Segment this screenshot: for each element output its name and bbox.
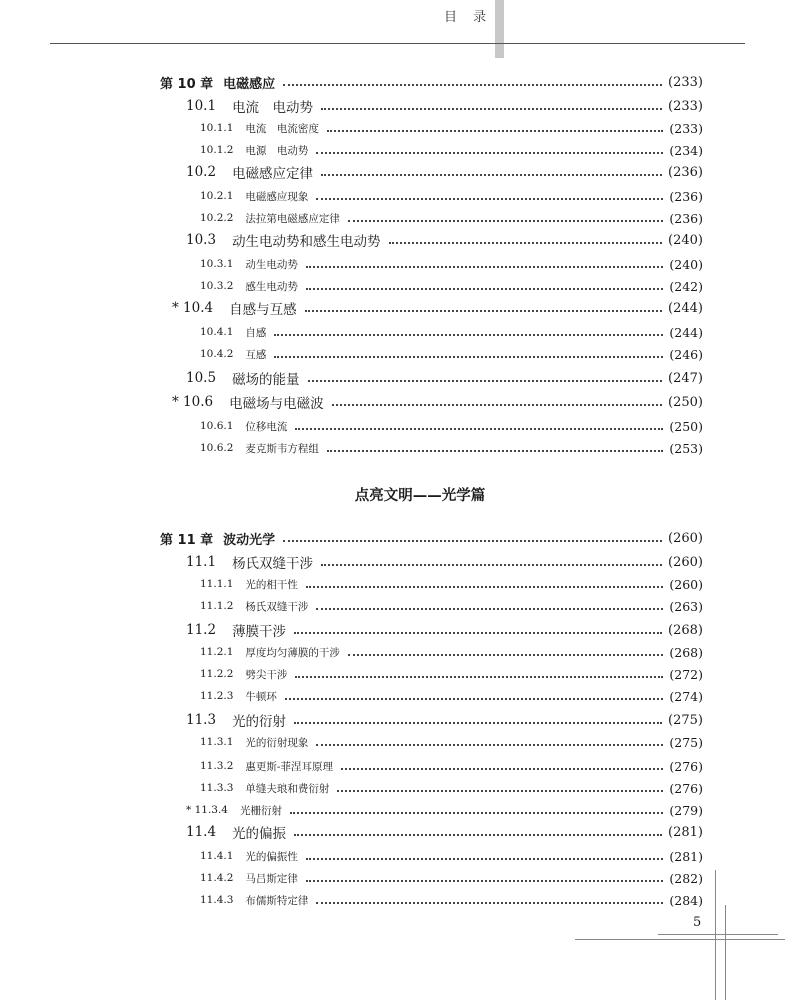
toc-entry-section: [186, 162, 703, 182]
toc-entry-chapter: [160, 72, 703, 92]
toc-entry-title: 光的偏振: [232, 826, 287, 842]
toc-entry-page: (233): [668, 98, 703, 114]
page-number: 5: [693, 915, 702, 930]
toc-entry-title: 电源 电动势: [245, 144, 309, 157]
toc-entry-title: 光的衍射现象: [245, 736, 309, 749]
toc-entry-page: (234): [669, 142, 703, 158]
toc-entry-page: (260): [669, 576, 703, 592]
toc-entry-sub: [200, 208, 703, 228]
toc-entry-sub: [200, 416, 703, 436]
toc-entry-title: 电流 电动势: [232, 100, 314, 116]
toc-entry-title: 电磁场与电磁波: [229, 396, 324, 412]
toc-entry-sub: [200, 276, 703, 296]
dot-leader: [389, 242, 662, 244]
toc-entry-number: 11.2: [186, 622, 217, 638]
toc-entry-number: 10.2.2: [200, 212, 234, 224]
toc-entry-number: * 10.4: [172, 300, 214, 316]
toc-entry-title: 磁场的能量: [232, 372, 300, 388]
toc-entry-page: (275): [669, 734, 703, 750]
toc-entry-page: (250): [669, 418, 703, 434]
toc-entry-page: (250): [668, 394, 703, 410]
dot-leader: [274, 334, 663, 336]
toc-entry-number: 10.1.1: [200, 122, 234, 134]
toc-entry-number: 11.3.1: [200, 736, 234, 748]
toc-entry-number: 11.2.2: [200, 668, 234, 680]
toc-entry-number: 10.1: [186, 98, 217, 114]
toc-entry-title: 自感与互感: [229, 302, 297, 318]
toc-entry-sub: [200, 686, 703, 706]
toc-entry-title: 麦克斯韦方程组: [245, 442, 319, 455]
dot-leader: [321, 564, 662, 566]
dot-leader: [341, 768, 663, 770]
toc-entry-number: 10.5: [186, 370, 217, 386]
toc-entry-sub: [186, 800, 703, 820]
corner-rule: [725, 905, 726, 1000]
toc-entry-page: (242): [669, 278, 703, 294]
running-header-title: 目 录: [444, 10, 493, 25]
dot-leader: [295, 676, 663, 678]
dot-leader: [294, 632, 662, 634]
toc-entry-number: 10.2: [186, 164, 217, 180]
toc-entry-sub: [200, 890, 703, 910]
dot-leader: [308, 380, 662, 382]
dot-leader: [321, 108, 662, 110]
dot-leader: [294, 722, 662, 724]
toc-entry-page: (260): [668, 554, 703, 570]
toc-entry-page: (253): [669, 440, 703, 456]
toc-entry-number: 11.4: [186, 824, 217, 840]
dot-leader: [274, 356, 663, 358]
toc-entry-sub: [200, 438, 703, 458]
toc-entry-page: (247): [668, 370, 703, 386]
dot-leader: [327, 130, 663, 132]
dot-leader: [316, 902, 663, 904]
toc-entry-number: 10.2.1: [200, 190, 234, 202]
toc-entry-page: (263): [669, 598, 703, 614]
toc-entry-title: 马吕斯定律: [245, 872, 298, 885]
toc-entry-title: 感生电动势: [245, 280, 298, 293]
toc-entry-section: [186, 552, 703, 572]
toc-entry-number: 11.3.3: [200, 782, 234, 794]
toc-entry-number: * 10.6: [172, 394, 214, 410]
dot-leader: [316, 608, 663, 610]
toc-entry-title: 劈尖干涉: [245, 668, 288, 681]
toc-entry-title: 位移电流: [245, 420, 288, 433]
dot-leader: [283, 540, 662, 542]
toc-entry-chapter: [160, 528, 703, 548]
toc-entry-section: [172, 392, 703, 412]
toc-entry-title: 光栅衍射: [240, 804, 282, 817]
dot-leader: [295, 428, 663, 430]
toc-entry-title: 光的相干性: [245, 578, 298, 591]
toc-entry-page: (268): [668, 622, 703, 638]
toc-entry-title: 杨氏双缝干涉: [232, 556, 314, 572]
toc-entry-page: (233): [668, 74, 703, 90]
toc-entry-page: (281): [668, 824, 703, 840]
toc-entry-sub: [200, 322, 703, 342]
toc-entry-section: [186, 620, 703, 640]
toc-entry-title: 电流 电流密度: [245, 122, 319, 135]
toc-entry-sub: [200, 642, 703, 662]
toc-entry-sub: [200, 186, 703, 206]
toc-entry-page: (233): [669, 120, 703, 136]
dot-leader: [306, 266, 663, 268]
toc-entry-title: 动生电动势和感生电动势: [232, 234, 381, 250]
toc-entry-number: 第 10 章: [160, 76, 214, 92]
toc-entry-page: (236): [668, 164, 703, 180]
toc-entry-sub: [200, 596, 703, 616]
dot-leader: [332, 404, 662, 406]
corner-rule: [715, 870, 716, 1000]
toc-entry-number: 11.4.3: [200, 894, 234, 906]
toc-entry-page: (260): [668, 530, 703, 546]
toc-entry-title: 厚度均匀薄膜的干涉: [245, 646, 340, 659]
toc-entry-number: 11.3.2: [200, 760, 234, 772]
dot-leader: [290, 812, 663, 814]
toc-entry-title: 波动光学: [223, 532, 276, 548]
toc-entry-page: (284): [669, 892, 703, 908]
toc-entry-number: 10.4.2: [200, 348, 234, 360]
part-title: 点亮文明——光学篇: [354, 488, 486, 504]
toc-entry-page: (244): [669, 324, 703, 340]
toc-entry-title: 自感: [245, 326, 267, 339]
toc-entry-page: (240): [669, 256, 703, 272]
dot-leader: [306, 288, 663, 290]
toc-entry-title: 动生电动势: [245, 258, 298, 271]
toc-entry-section: [186, 710, 703, 730]
toc-entry-title: 互感: [245, 348, 267, 361]
toc-entry-sub: [200, 756, 703, 776]
toc-entry-section: [172, 298, 703, 318]
toc-entry-title: 电磁感应: [223, 76, 276, 92]
toc-entry-number: 第 11 章: [160, 532, 214, 548]
toc-entry-page: (272): [669, 666, 703, 682]
toc-entry-sub: [200, 254, 703, 274]
toc-entry-page: (276): [669, 780, 703, 796]
toc-entry-number: 11.3: [186, 712, 217, 728]
toc-entry-title: 布儒斯特定律: [245, 894, 309, 907]
toc-entry-number: 11.1.2: [200, 600, 234, 612]
toc-entry-page: (236): [669, 188, 703, 204]
toc-entry-page: (236): [669, 210, 703, 226]
toc-entry-title: 光的衍射: [232, 714, 287, 730]
toc-entry-sub: [200, 778, 703, 798]
toc-entry-page: (244): [668, 300, 703, 316]
toc-entry-title: 惠更斯-菲涅耳原理: [245, 760, 333, 773]
toc-entry-sub: [200, 140, 703, 160]
dot-leader: [321, 174, 662, 176]
dot-leader: [294, 834, 662, 836]
toc-entry-page: (275): [668, 712, 703, 728]
dot-leader: [306, 880, 663, 882]
toc-entry-number: 10.4.1: [200, 326, 234, 338]
dot-leader: [348, 654, 663, 656]
toc-entry-number: 10.1.2: [200, 144, 234, 156]
toc-entry-title: 法拉第电磁感应定律: [245, 212, 340, 225]
toc-entry-title: 电磁感应定律: [232, 166, 314, 182]
toc-entry-number: 11.4.1: [200, 850, 234, 862]
toc-entry-page: (279): [669, 802, 703, 818]
dot-leader: [348, 220, 663, 222]
dot-leader: [316, 198, 663, 200]
dot-leader: [316, 152, 663, 154]
toc-entry-page: (276): [669, 758, 703, 774]
toc-entry-number: 11.1: [186, 554, 217, 570]
toc-entry-number: 10.3.1: [200, 258, 234, 270]
toc-entry-number: * 11.3.4: [186, 804, 228, 816]
toc-entry-title: 薄膜干涉: [232, 624, 287, 640]
toc-entry-title: 杨氏双缝干涉: [245, 600, 309, 613]
corner-rule: [658, 934, 778, 935]
dot-leader: [306, 858, 663, 860]
dot-leader: [285, 698, 663, 700]
dot-leader: [337, 790, 663, 792]
toc-entry-sub: [200, 846, 703, 866]
toc-entry-sub: [200, 664, 703, 684]
dot-leader: [305, 310, 662, 312]
dot-leader: [283, 84, 662, 86]
toc-entry-page: (274): [669, 688, 703, 704]
dot-leader: [327, 450, 663, 452]
header-tab-bar: [495, 0, 504, 58]
corner-rule: [575, 939, 785, 940]
toc-entry-page: (281): [669, 848, 703, 864]
toc-entry-number: 11.2.1: [200, 646, 234, 658]
toc-entry-number: 11.1.1: [200, 578, 234, 590]
toc-entry-page: (268): [669, 644, 703, 660]
toc-entry-sub: [200, 118, 703, 138]
toc-entry-sub: [200, 344, 703, 364]
dot-leader: [306, 586, 663, 588]
toc-entry-section: [186, 96, 703, 116]
header-rule: [50, 43, 745, 44]
toc-entry-page: (246): [669, 346, 703, 362]
toc-entry-title: 牛顿环: [245, 690, 277, 703]
toc-entry-sub: [200, 574, 703, 594]
toc-entry-sub: [200, 732, 703, 752]
toc-entry-number: 10.6.2: [200, 442, 234, 454]
toc-entry-page: (282): [669, 870, 703, 886]
toc-entry-number: 10.3: [186, 232, 217, 248]
toc-entry-sub: [200, 868, 703, 888]
toc-entry-title: 电磁感应现象: [245, 190, 309, 203]
toc-entry-section: [186, 822, 703, 842]
toc-entry-number: 11.4.2: [200, 872, 234, 884]
toc-entry-number: 11.2.3: [200, 690, 234, 702]
toc-entry-section: [186, 230, 703, 250]
dot-leader: [316, 744, 663, 746]
toc-entry-page: (240): [668, 232, 703, 248]
toc-entry-section: [186, 368, 703, 388]
toc-entry-number: 10.6.1: [200, 420, 234, 432]
toc-entry-title: 光的偏振性: [245, 850, 298, 863]
toc-entry-number: 10.3.2: [200, 280, 234, 292]
toc-entry-title: 单缝夫琅和费衍射: [245, 782, 330, 795]
